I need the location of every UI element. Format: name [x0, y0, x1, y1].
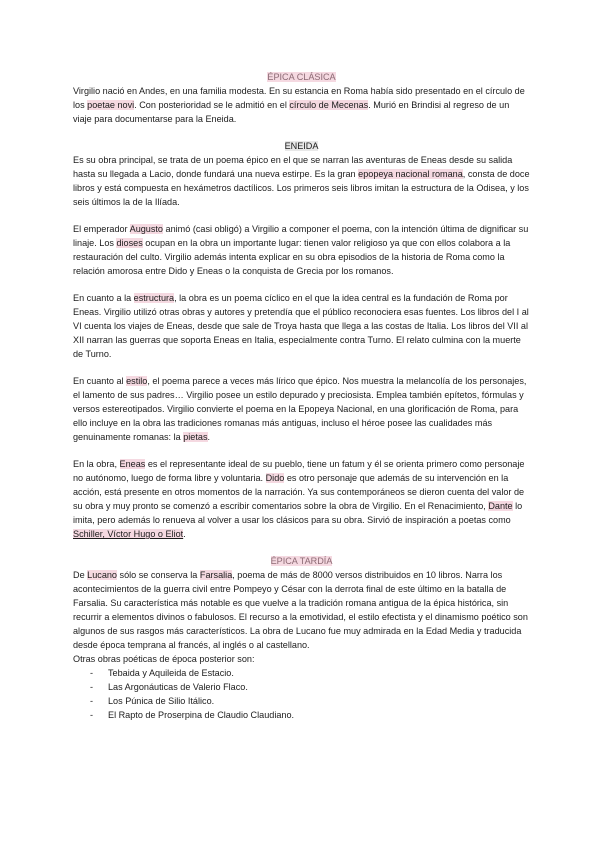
text-run: es otro personaje que además de su intervención en la acción, está presente en otros momentos de la narración. Ya sus contemporáneos se dieron cuenta del valor de su obra y muy pronto se comenzó a escribir comentarios sobre la obra de Virgilio. En el Renacimiento,	[73, 473, 525, 511]
highlighted-term: círculo de Mecenas	[289, 100, 369, 110]
highlighted-term: Dante	[488, 501, 513, 511]
text-run: En cuanto a la	[73, 293, 134, 303]
highlighted-term: Dido	[265, 473, 285, 483]
text-run: , la obra es un poema cíclico en el que la idea central es la fundación de Roma por Eneas. Virgilio utilizó otras obras y autores y pretendía que el público reconociera esas fuentes. Los libros del I al VI cuenta los viajes de Eneas, desde que sale de Troya hasta que llega a las costas de Italia. Los libros del VII al XII narran las guerras que soporta Eneas en Italia, especialmente contra Turno. El relato culmina con la muerte de Turno.	[73, 293, 529, 359]
text-run: , poema de más de 8000 versos distribuidos en 10 libros. Narra los acontecimientos de la guerra civil entre Pompeyo y César con la derrota final de este último en la batalla de Farsalia. Su característica más notable es que vuelve a la tradición romana antigua de la épica histórica, sin recurrir a elementos divinos o fabulosos. El recurso a la emotividad, el estilo efectista y el dinamismo poético son algunos de sus rasgos más característicos. La obra de Lucano fue muy admirada en la Edad Media y traducida desde época temprana al francés, al inglés o al castellano.	[73, 570, 528, 650]
list-item: - Las Argonáuticas de Valerio Flaco.	[73, 680, 530, 694]
paragraph	[73, 153, 530, 209]
highlighted-term: epopeya nacional romana	[358, 169, 463, 179]
list-intro: Otras obras poéticas de época posterior son:	[73, 654, 255, 664]
highlighted-term: pietas	[183, 432, 208, 442]
text-run: En la obra,	[73, 459, 120, 469]
text-run: Virgilio nació en Andes, en una familia modesta. En su estancia en Roma había sido presentado en el círculo de los	[73, 86, 525, 110]
section-title-epica-tardia: ÉPICA TARDÍA	[270, 556, 333, 566]
highlighted-term: Schiller, Víctor Hugo o Eliot	[73, 529, 184, 539]
works-list	[73, 666, 530, 722]
text-run: Es su obra principal, se trata de un poema épico en el que se narran las aventuras de Eneas desde su salida hasta su llegada a Lacio, donde fundará una nueva estirpe. Es la gran	[73, 155, 513, 179]
text-run: .	[207, 432, 211, 442]
text-run: animó (casi obligó) a Virgilio a componer el poema, con la intención última de dignificar su linaje. Los	[73, 224, 529, 248]
paragraph	[73, 374, 530, 444]
text-run: El emperador	[73, 224, 130, 234]
paragraph	[73, 291, 530, 361]
highlighted-term: Lucano	[87, 570, 117, 580]
list-item: - Los Púnica de Silio Itálico.	[73, 694, 530, 708]
list-item: - El Rapto de Proserpina de Claudio Claudiano.	[73, 708, 530, 722]
text-run: . Con posterioridad se le admitió en el	[134, 100, 290, 110]
text-run: sólo se conserva la	[117, 570, 200, 580]
text-run: , consta de doce libros y está compuesta en hexámetros dactílicos. Los primeros seis libros imitan la estructura de la Odisea, y los seis últimos la de la Ilíada.	[73, 169, 530, 207]
text-run: lo imita, pero además lo renueva al volver a usar los clásicos para su obra. Sirvió de inspiración a poetas como	[73, 501, 523, 525]
text-run: , el poema parece a veces más lírico que épico. Nos muestra la melancolía de los personajes, el lamento de sus padres… Virgilio posee un estilo depurado y preciosista. Emplea también epítetos, fórmulas y versos estereotipados. Virgilio convierte el poema en la Epopeya Nacional, en una glorificación de Roma, para ello incluye en la obra las tradiciones romanas más antiguas, incluso el héroe posee las cualidades más genuinamente romanas: la	[73, 376, 527, 442]
paragraph	[73, 457, 530, 541]
text-run: es el representante ideal de su pueblo, tiene un fatum y él se orienta primero como personaje no autónomo, luego de forma libre y voluntaria.	[73, 459, 525, 483]
section-title-eneida: ENEIDA	[284, 141, 319, 151]
paragraph	[73, 222, 530, 278]
text-run: ocupan en la obra un importante lugar: tienen valor religioso ya que con ellos colabora a la restauración del culto. Virgilio además intenta explicar en su obra episodios de la historia de Roma como la relación amorosa entre Dido y Eneas o la conquista de Grecia por los romanos.	[73, 238, 511, 276]
highlighted-term: estructura	[133, 293, 175, 303]
highlighted-term: Augusto	[129, 224, 163, 234]
section-title-epica-clasica: ÉPICA CLÁSICA	[267, 72, 336, 82]
highlighted-term: poetae novi	[87, 100, 135, 110]
highlighted-term: dioses	[116, 238, 143, 248]
highlighted-term: Eneas	[119, 459, 146, 469]
list-item: - Tebaida y Aquileida de Estacio.	[73, 666, 530, 680]
text-run: De	[73, 570, 88, 580]
highlighted-term: Farsalia	[199, 570, 233, 580]
text-run: En cuanto al	[73, 376, 127, 386]
text-run: .	[183, 529, 186, 539]
highlighted-term: estilo	[126, 376, 148, 386]
text-run: . Murió en Brindisi al regreso de un viaje para documentarse para la Eneida.	[73, 100, 510, 124]
paragraph	[73, 568, 530, 652]
paragraph	[73, 84, 530, 126]
